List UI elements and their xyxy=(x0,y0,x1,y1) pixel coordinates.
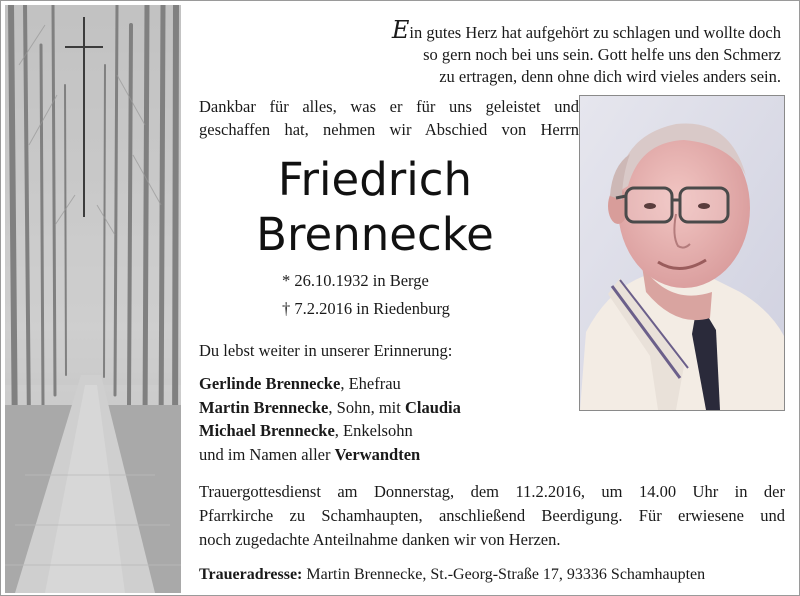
survivor-relation: , Enkelsohn xyxy=(334,421,413,440)
birth-date: * 26.10.1932 in Berge xyxy=(282,271,429,290)
service-line-2: Pfarrkirche zu Schamhaupten, anschließend Beerdigung. Für erwiesene und xyxy=(199,506,785,525)
poem-quote xyxy=(321,16,781,88)
survivor-name: Gerlinde Brennecke xyxy=(199,374,341,393)
relatives-prefix: und im Namen aller xyxy=(199,444,335,464)
survivor-relation: , Ehefrau xyxy=(340,374,401,393)
service-line-3: noch zugedachte Anteilnahme danken wir von Herzen. xyxy=(199,530,561,549)
relatives-bold: Verwandten xyxy=(334,444,421,464)
forest-path-image xyxy=(5,5,181,593)
survivor-partner-name: Claudia xyxy=(404,397,461,417)
service-line-1: Trauergottesdienst am Donnerstag, dem 11.2.2016, um 14.00 Uhr in der xyxy=(199,482,785,501)
intro-text xyxy=(199,96,579,141)
address-label: Traueradresse: xyxy=(199,566,303,583)
poem-line-2: so gern noch bei uns sein. Gott helfe uns den Schmerz xyxy=(423,45,781,64)
memory-line: Du lebst weiter in unserer Erinnerung: xyxy=(199,341,453,360)
relatives-line xyxy=(199,443,461,467)
deceased-last-name: Brennecke xyxy=(256,208,494,261)
survivor-name: Michael Brennecke xyxy=(199,421,335,440)
cross-icon xyxy=(63,17,123,227)
poem-line-1: in gutes Herz hat aufgehört zu schlagen und wollte doch xyxy=(409,23,781,42)
survivors-list xyxy=(199,372,461,466)
survivor-relation: , Sohn, mit xyxy=(328,397,405,417)
survivor-name: Martin Brennecke xyxy=(199,397,329,417)
survivor-item xyxy=(199,396,461,420)
address-value: Martin Brennecke, St.-Georg-Straße 17, 93336 Schamhaupten xyxy=(302,566,706,583)
portrait-photo xyxy=(579,95,785,411)
survivor-item xyxy=(199,372,461,396)
intro-line-1: Dankbar für alles, was er für uns geleistet und xyxy=(199,97,579,116)
poem-line-3: zu ertragen, denn ohne dich wird vieles anders sein. xyxy=(439,67,781,86)
funeral-service-text xyxy=(199,480,785,552)
intro-line-2: geschaffen hat, nehmen wir Abschied von Herrn xyxy=(199,119,579,139)
survivor-item xyxy=(199,419,461,443)
poem-line xyxy=(321,16,781,44)
poem-initial: E xyxy=(391,16,410,44)
death-date: † 7.2.2016 in Riedenburg xyxy=(282,299,450,318)
condolence-address xyxy=(199,566,705,584)
deceased-first-name: Friedrich xyxy=(277,153,473,206)
